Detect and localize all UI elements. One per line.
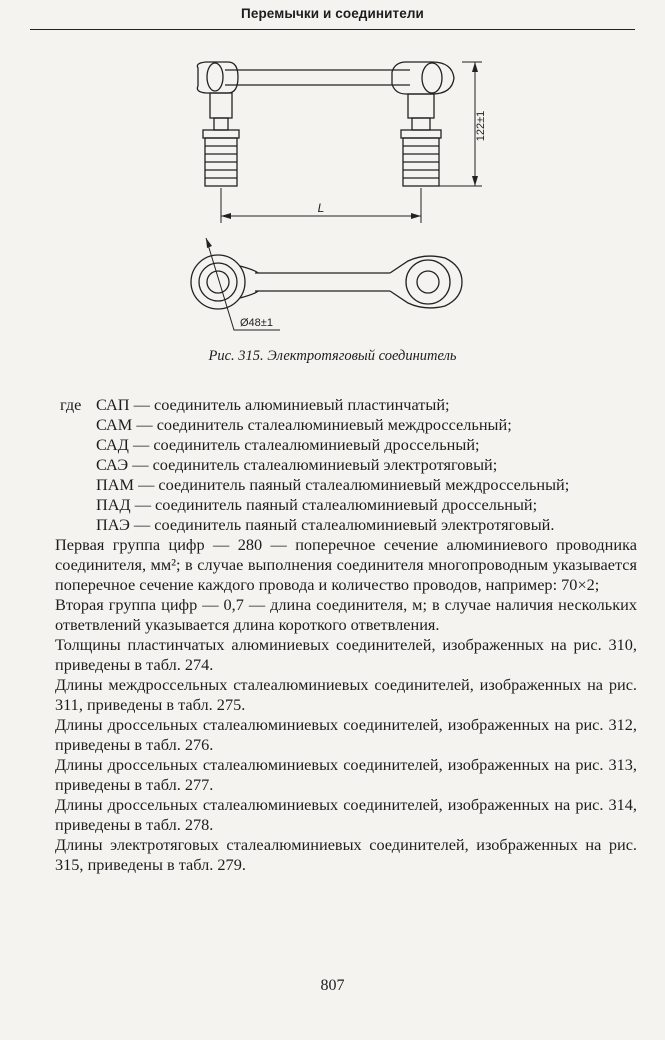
definition-pae: ПАЭ — соединитель паяный сталеалюминиевый электротяговый. <box>96 515 555 534</box>
left-terminal-head <box>197 62 239 186</box>
definition-pam: ПАМ — соединитель паяный сталеалюминиевый междроссельный; <box>96 475 570 494</box>
paragraph-table-277: Длины дроссельных сталеалюминиевых соединителей, изображенных на рис. 313, приведены в табл. 277. <box>55 755 637 794</box>
definition-pad: ПАД — соединитель паяный сталеалюминиевый дроссельный; <box>96 495 538 514</box>
diameter-dimension-label: Ø48±1 <box>240 317 273 329</box>
figure-caption: Рис. 315. Электротяговый соединитель <box>208 348 457 364</box>
paragraph-first-group: Первая группа цифр — 280 — поперечное сечение алюминиевого проводника соединителя, мм²; в случае выполнения соединителя многопроводным указывается поперечное сечение каждого провода и количество проводов, например: 70×2; <box>55 535 637 594</box>
height-dimension-label: 122±1 <box>475 110 487 142</box>
paragraph-table-276: Длины дроссельных сталеалюминиевых соединителей, изображенных на рис. 312, приведены в табл. 276. <box>55 715 637 754</box>
running-header: Перемычки и соединители <box>241 6 424 21</box>
where-label: где <box>60 395 82 414</box>
page-number: 807 <box>320 977 345 994</box>
body-text <box>55 395 637 875</box>
paragraph-table-278: Длины дроссельных сталеалюминиевых соединителей, изображенных на рис. 314, приведены в табл. 278. <box>55 795 637 834</box>
definition-sad: САД — соединитель сталеалюминиевый дроссельный; <box>96 435 480 454</box>
abbreviation-list <box>96 395 637 535</box>
right-ring-plan <box>390 256 462 308</box>
paragraph-table-275: Длины междроссельных сталеалюминиевых соединителей, изображенных на рис. 311, приведены в табл. 275. <box>55 675 637 714</box>
length-dimension-label: L <box>317 201 325 215</box>
cable-top-view <box>225 70 410 85</box>
paragraph-table-274: Толщины пластинчатых алюминиевых соединителей, изображенных на рис. 310, приведены в табл. 274. <box>55 635 637 674</box>
right-terminal-head <box>392 62 454 186</box>
paragraph-second-group: Вторая группа цифр — 0,7 — длина соединителя, м; в случае наличия нескольких ответвлений указывается длина короткого ответвления. <box>55 595 637 634</box>
paragraph-table-279: Длины электротяговых сталеалюминиевых соединителей, изображенных на рис. 315, приведены в табл. 279. <box>55 835 637 874</box>
definition-sae: САЭ — соединитель сталеалюминиевый электротяговый; <box>96 455 498 474</box>
definition-sap: САП — соединитель алюминиевый пластинчатый; <box>96 395 450 414</box>
header-rule <box>30 29 635 30</box>
definition-sam: САМ — соединитель сталеалюминиевый междроссельный; <box>96 415 512 434</box>
connector-drawing <box>170 48 500 348</box>
cable-plan-view <box>255 273 390 291</box>
left-ring-plan <box>191 255 258 309</box>
